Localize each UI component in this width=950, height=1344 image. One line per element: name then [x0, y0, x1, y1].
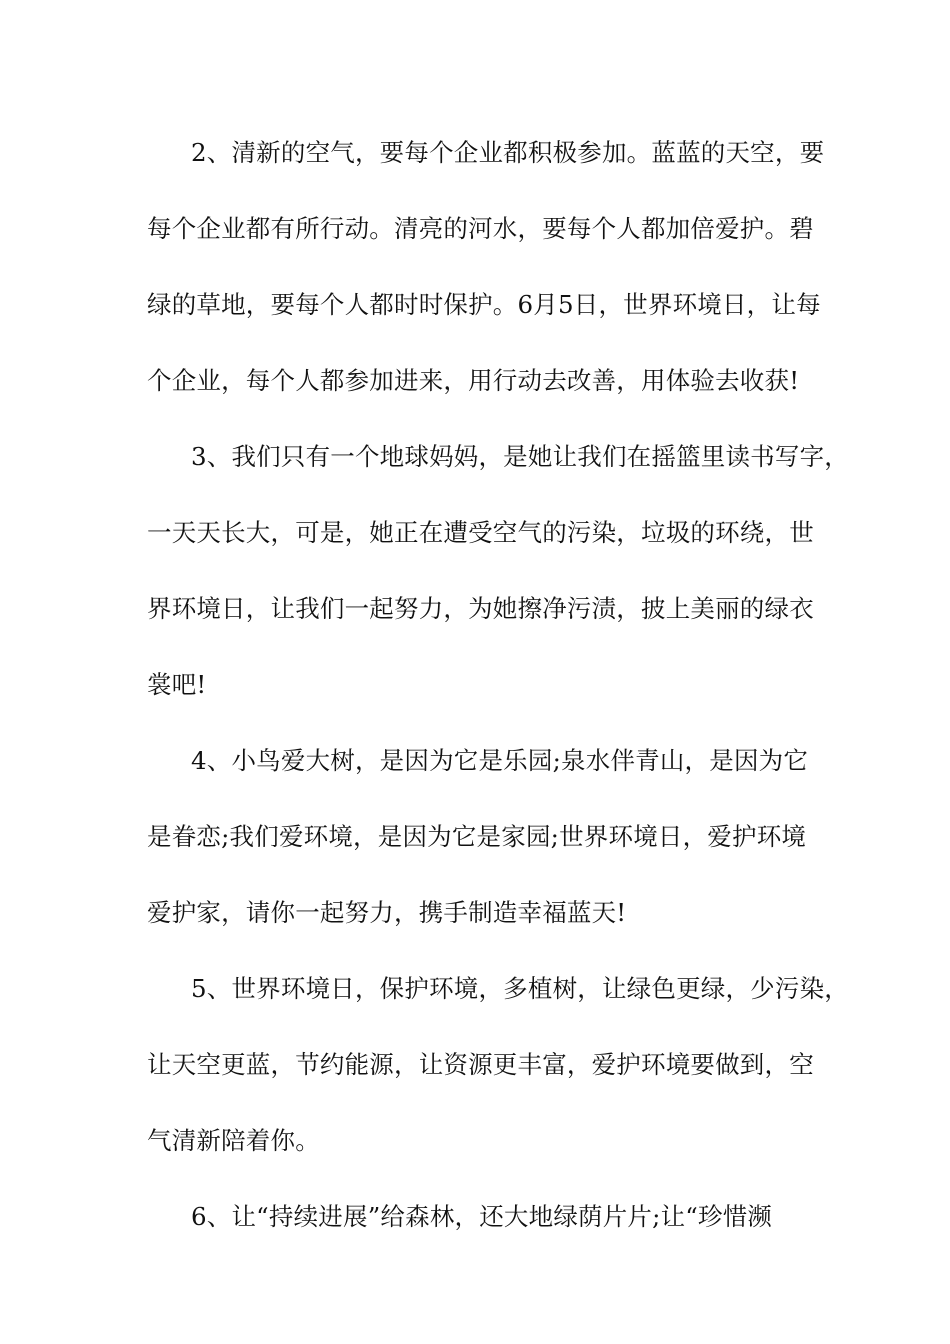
paragraph-line: 绿的草地，要每个人都时时保护。6月5日，世界环境日，让每: [147, 290, 821, 319]
paragraph-line: 是眷恋;我们爱环境，是因为它是家园;世界环境日，爱护环境: [147, 822, 807, 851]
paragraph-line: 界环境日，让我们一起努力，为她擦净污渍，披上美丽的绿衣: [147, 594, 814, 623]
paragraph-line: 气清新陪着你。: [147, 1126, 320, 1155]
paragraph-line: 3、我们只有一个地球妈妈，是她让我们在摇篮里读书写字，: [191, 442, 849, 471]
paragraph-5: [147, 964, 849, 1192]
paragraph-line: 裳吧!: [147, 670, 207, 699]
paragraph-3: [147, 432, 849, 736]
paragraph-2: [147, 128, 825, 432]
paragraph-line: 个企业，每个人都参加进来，用行动去改善，用体验去收获!: [147, 366, 800, 395]
paragraph-line: 一天天长大，可是，她正在遭受空气的污染，垃圾的环绕，世: [147, 518, 814, 547]
paragraph-4: [147, 736, 817, 964]
document-body: [147, 128, 849, 1268]
paragraph-line: 爱护家，请你一起努力，携手制造幸福蓝天!: [147, 898, 627, 927]
paragraph-line: 让天空更蓝，节约能源，让资源更丰富，爱护环境要做到，空: [147, 1050, 814, 1079]
paragraph-line: 每个企业都有所行动。清亮的河水，要每个人都加倍爱护。碧: [147, 214, 814, 243]
paragraph-line: 4、小鸟爱大树，是因为它是乐园;泉水伴青山，是因为它: [191, 746, 809, 775]
paragraph-6: [147, 1192, 817, 1268]
paragraph-line: 6、让“持续进展”给森林，还大地绿荫片片;让“珍惜濒: [191, 1202, 773, 1231]
paragraph-line: 5、世界环境日，保护环境，多植树，让绿色更绿，少污染，: [191, 974, 849, 1003]
paragraph-line: 2、清新的空气，要每个企业都积极参加。蓝蓝的天空，要: [191, 138, 825, 167]
